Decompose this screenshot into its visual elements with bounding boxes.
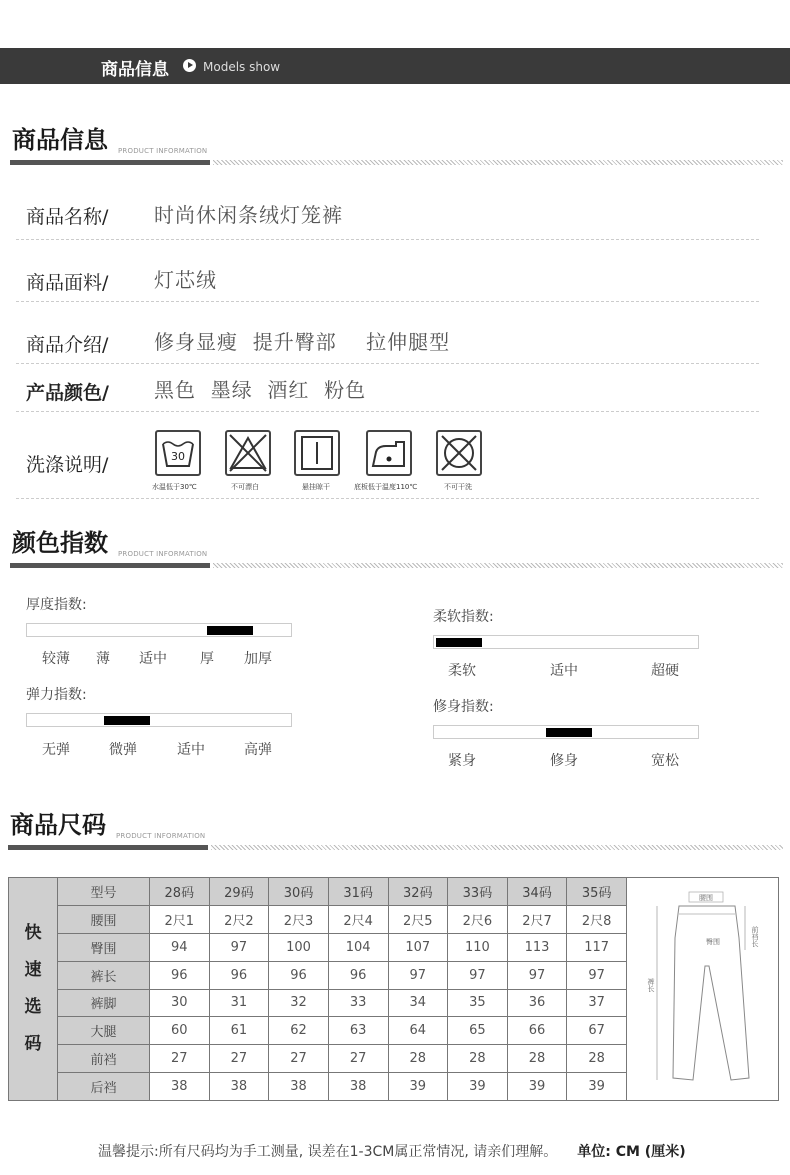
size-header-label: 型号 — [58, 878, 150, 906]
size-cell: 33 — [328, 989, 388, 1017]
size-cell: 61 — [209, 1017, 269, 1045]
size-cell: 2尺3 — [269, 905, 329, 933]
size-cell: 104 — [328, 933, 388, 961]
info-label: 商品面料/ — [26, 272, 109, 294]
unit-label: 单位: CM (厘米) — [577, 1144, 686, 1160]
footer-note — [98, 1141, 686, 1161]
size-col-header: 29码 — [209, 878, 269, 906]
section-hatch — [211, 845, 783, 850]
size-cell: 27 — [328, 1045, 388, 1073]
size-cell: 2尺5 — [388, 905, 448, 933]
size-cell: 39 — [388, 1073, 448, 1101]
softness-title: 柔软指数: — [433, 609, 494, 625]
elasticity-label: 微弹 — [109, 742, 137, 758]
info-label: 洗涤说明/ — [26, 454, 109, 476]
size-cell: 2尺1 — [150, 905, 210, 933]
fit-title: 修身指数: — [433, 699, 494, 715]
size-cell: 96 — [150, 961, 210, 989]
info-row-name — [16, 190, 759, 240]
info-label: 商品名称/ — [26, 206, 109, 228]
info-label: 产品颜色/ — [26, 382, 109, 404]
size-cell: 28 — [388, 1045, 448, 1073]
quick-select-label — [9, 878, 58, 1101]
fit-label: 宽松 — [651, 753, 679, 769]
elasticity-label: 无弹 — [42, 742, 70, 758]
size-cell: 97 — [507, 961, 567, 989]
info-value: 修身显瘦 提升臀部 拉伸腿型 — [154, 330, 451, 354]
care-caption: 水温低于30℃ — [152, 483, 197, 491]
size-cell: 113 — [507, 933, 567, 961]
size-cell: 38 — [150, 1073, 210, 1101]
info-label: 商品介绍/ — [26, 334, 109, 356]
section-title: 颜色指数 — [12, 529, 108, 557]
size-cell: 100 — [269, 933, 329, 961]
fit-marker — [546, 728, 592, 737]
wash-temp: 30 — [171, 450, 185, 463]
section-header-color — [10, 528, 783, 568]
section-title: 商品信息 — [12, 126, 108, 154]
pants-outline-icon — [627, 878, 778, 1096]
diagram-waist-label: 腰围 — [699, 894, 713, 902]
section-title: 商品尺码 — [10, 811, 106, 839]
softness-marker — [436, 638, 482, 647]
size-cell: 110 — [448, 933, 508, 961]
size-cell: 97 — [388, 961, 448, 989]
info-row-fabric — [16, 240, 759, 302]
thickness-title: 厚度指数: — [26, 597, 87, 613]
thickness-label: 薄 — [96, 651, 110, 667]
size-cell: 31 — [209, 989, 269, 1017]
size-cell: 96 — [209, 961, 269, 989]
quick-select-char: 码 — [24, 1034, 42, 1054]
size-row-label: 裤长 — [58, 961, 150, 989]
size-table — [8, 877, 779, 1101]
size-cell: 27 — [269, 1045, 329, 1073]
size-row-label: 前裆 — [58, 1045, 150, 1073]
size-cell: 39 — [448, 1073, 508, 1101]
thickness-label: 较薄 — [42, 651, 70, 667]
softness-label: 适中 — [550, 663, 578, 679]
info-value: 时尚休闲条绒灯笼裤 — [154, 203, 343, 227]
size-cell: 37 — [567, 989, 627, 1017]
banner-subtitle: Models show — [203, 60, 281, 74]
size-cell: 2尺4 — [328, 905, 388, 933]
size-cell: 117 — [567, 933, 627, 961]
size-cell: 66 — [507, 1017, 567, 1045]
banner-title: 商品信息 — [101, 60, 169, 80]
size-cell: 36 — [507, 989, 567, 1017]
play-icon — [183, 59, 196, 72]
size-cell: 32 — [269, 989, 329, 1017]
size-cell: 39 — [507, 1073, 567, 1101]
hang-dry-icon — [294, 430, 340, 476]
size-row-label: 裤脚 — [58, 989, 150, 1017]
softness-label: 超硬 — [651, 663, 679, 679]
elasticity-marker — [104, 716, 150, 725]
info-value: 黑色 墨绿 酒红 粉色 — [154, 378, 367, 402]
thickness-label: 加厚 — [244, 651, 272, 667]
no-bleach-icon — [225, 430, 271, 476]
size-cell: 27 — [209, 1045, 269, 1073]
iron-icon — [366, 430, 412, 476]
section-hatch — [213, 563, 783, 568]
softness-bar — [433, 635, 699, 649]
quick-select-char: 选 — [24, 997, 42, 1017]
size-cell: 39 — [567, 1073, 627, 1101]
size-cell: 2尺6 — [448, 905, 508, 933]
size-cell: 38 — [328, 1073, 388, 1101]
care-caption: 不可漂白 — [231, 483, 259, 491]
size-row-label: 腰围 — [58, 905, 150, 933]
size-cell: 28 — [567, 1045, 627, 1073]
diagram-length-label: 裤长 — [647, 978, 655, 992]
size-row-label: 臀围 — [58, 933, 150, 961]
section-underline — [8, 845, 208, 850]
diagram-hip-label: 臀围 — [706, 938, 720, 946]
size-col-header: 28码 — [150, 878, 210, 906]
size-col-header: 34码 — [507, 878, 567, 906]
section-underline — [10, 160, 210, 165]
size-cell: 35 — [448, 989, 508, 1017]
size-cell: 97 — [567, 961, 627, 989]
size-cell: 65 — [448, 1017, 508, 1045]
size-cell: 62 — [269, 1017, 329, 1045]
elasticity-label: 高弹 — [244, 742, 272, 758]
size-cell: 27 — [150, 1045, 210, 1073]
size-col-header: 30码 — [269, 878, 329, 906]
size-cell: 34 — [388, 989, 448, 1017]
elasticity-label: 适中 — [177, 742, 205, 758]
thickness-marker — [207, 626, 253, 635]
size-cell: 67 — [567, 1017, 627, 1045]
care-caption: 悬挂晾干 — [302, 483, 330, 491]
size-cell: 38 — [209, 1073, 269, 1101]
size-cell: 94 — [150, 933, 210, 961]
info-value: 灯芯绒 — [154, 268, 217, 292]
size-cell: 64 — [388, 1017, 448, 1045]
size-col-header: 35码 — [567, 878, 627, 906]
size-row-label: 后裆 — [58, 1073, 150, 1101]
thickness-bar — [26, 623, 292, 637]
info-row-colors — [16, 364, 759, 412]
section-hatch — [213, 160, 783, 165]
care-caption: 底板低于温度110℃ — [354, 483, 418, 491]
size-cell: 2尺8 — [567, 905, 627, 933]
size-cell: 38 — [269, 1073, 329, 1101]
fit-bar — [433, 725, 699, 739]
size-cell: 96 — [328, 961, 388, 989]
care-caption: 不可干洗 — [444, 483, 472, 491]
size-row-label: 大腿 — [58, 1017, 150, 1045]
info-row-intro — [16, 302, 759, 364]
top-banner — [0, 48, 790, 84]
size-cell: 96 — [269, 961, 329, 989]
wash-30-icon — [155, 430, 201, 476]
size-cell: 28 — [507, 1045, 567, 1073]
footer-text: 温馨提示:所有尺码均为手工测量, 误差在1-3CM属正常情况, 请亲们理解。 — [98, 1144, 558, 1160]
size-cell: 63 — [328, 1017, 388, 1045]
fit-label: 紧身 — [448, 753, 476, 769]
size-cell: 2尺7 — [507, 905, 567, 933]
diagram-rise-label: 前裆长 — [751, 926, 759, 947]
quick-select-char: 快 — [24, 923, 42, 943]
thickness-label: 适中 — [139, 651, 167, 667]
elasticity-title: 弹力指数: — [26, 687, 87, 703]
size-cell: 30 — [150, 989, 210, 1017]
size-header-row — [9, 878, 779, 906]
softness-label: 柔软 — [448, 663, 476, 679]
size-cell: 107 — [388, 933, 448, 961]
size-col-header: 32码 — [388, 878, 448, 906]
size-col-header: 33码 — [448, 878, 508, 906]
size-cell: 2尺2 — [209, 905, 269, 933]
fit-label: 修身 — [550, 753, 578, 769]
size-cell: 97 — [448, 961, 508, 989]
size-col-header: 31码 — [328, 878, 388, 906]
section-header-size — [8, 810, 783, 850]
pants-diagram — [627, 878, 779, 1101]
section-subtitle: PRODUCT INFORMATION — [116, 832, 206, 840]
no-dry-clean-icon — [436, 430, 482, 476]
size-cell: 97 — [209, 933, 269, 961]
section-subtitle: PRODUCT INFORMATION — [118, 147, 208, 155]
section-underline — [10, 563, 210, 568]
size-cell: 28 — [448, 1045, 508, 1073]
section-subtitle: PRODUCT INFORMATION — [118, 550, 208, 558]
quick-select-char: 速 — [24, 960, 42, 980]
elasticity-bar — [26, 713, 292, 727]
section-header-info — [10, 125, 783, 165]
size-cell: 60 — [150, 1017, 210, 1045]
thickness-label: 厚 — [200, 651, 214, 667]
